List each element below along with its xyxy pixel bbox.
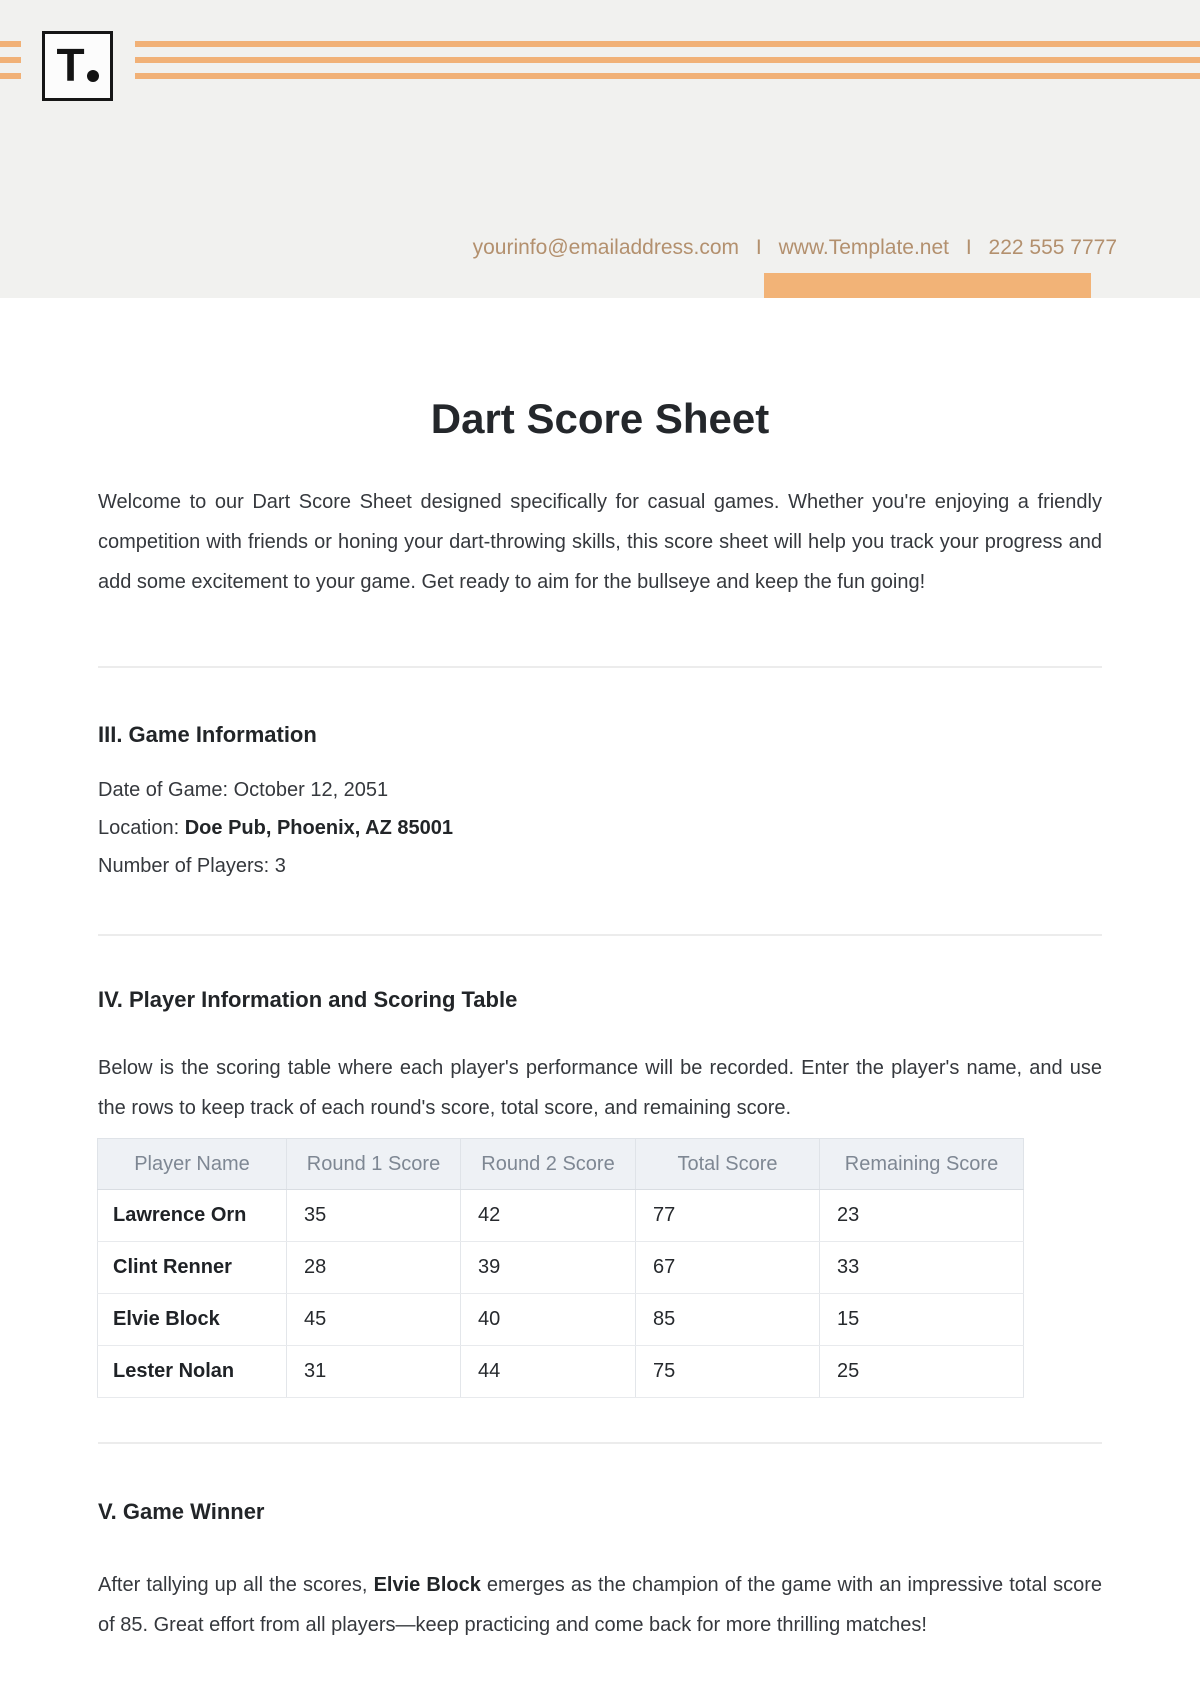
contact-separator: I xyxy=(755,236,762,259)
section-divider xyxy=(98,666,1102,668)
scoring-table xyxy=(97,1138,1024,1398)
accent-bar xyxy=(764,273,1091,298)
remaining-score-cell: 33 xyxy=(820,1242,1024,1294)
scoring-section-heading: IV. Player Information and Scoring Table xyxy=(98,987,518,1012)
winner-paragraph xyxy=(98,1565,1102,1645)
total-score-cell: 85 xyxy=(636,1294,820,1346)
contact-website: www.Template.net xyxy=(778,236,949,259)
round2-score-cell: 44 xyxy=(461,1346,636,1398)
total-score-cell: 77 xyxy=(636,1190,820,1242)
total-score-cell: 67 xyxy=(636,1242,820,1294)
winner-section-heading: V. Game Winner xyxy=(98,1499,265,1524)
winner-text-before: After tallying up all the scores, xyxy=(98,1574,374,1596)
letterhead xyxy=(0,0,1200,298)
table-row xyxy=(98,1190,1024,1242)
round1-score-cell: 31 xyxy=(287,1346,461,1398)
decorative-line-right xyxy=(135,57,1200,63)
number-of-players-line xyxy=(98,847,453,885)
table-row xyxy=(98,1294,1024,1346)
section-divider xyxy=(98,1442,1102,1444)
remaining-score-cell: 23 xyxy=(820,1190,1024,1242)
intro-paragraph: Welcome to our Dart Score Sheet designed specifically for casual games. Whether you're enjoying a friendly competition with friends or honing your dart-throwing skills, this score sheet will help you track your progress and add some excitement to your game. Get ready to aim for the bullseye and keep the fun going! xyxy=(98,491,1102,593)
number-of-players-label: Number of Players: xyxy=(98,855,275,877)
contact-phone: 222 555 7777 xyxy=(988,236,1117,259)
location-line xyxy=(98,809,453,847)
table-row xyxy=(98,1346,1024,1398)
round2-score-cell: 39 xyxy=(461,1242,636,1294)
column-header-round1-score: Round 1 Score xyxy=(287,1139,461,1190)
decorative-line-right xyxy=(135,73,1200,79)
round1-score-cell: 28 xyxy=(287,1242,461,1294)
contact-separator: I xyxy=(965,236,972,259)
game-information-heading: III. Game Information xyxy=(98,722,317,747)
logo-letter: T xyxy=(56,39,85,92)
column-header-round2-score: Round 2 Score xyxy=(461,1139,636,1190)
player-name-cell: Elvie Block xyxy=(98,1294,287,1346)
round1-score-cell: 45 xyxy=(287,1294,461,1346)
decorative-line-right xyxy=(135,41,1200,47)
location-label: Location: xyxy=(98,817,185,839)
section-divider xyxy=(98,934,1102,936)
contact-email: yourinfo@emailaddress.com xyxy=(472,236,740,259)
decorative-line-left xyxy=(0,73,21,79)
total-score-cell: 75 xyxy=(636,1346,820,1398)
date-of-game-value: October 12, 2051 xyxy=(233,779,389,801)
round1-score-cell: 35 xyxy=(287,1190,461,1242)
logo-dot-icon xyxy=(87,70,99,82)
player-name-cell: Lawrence Orn xyxy=(98,1190,287,1242)
winner-text-after: emerges as the champion of the game with an impressive total score of 85. Great effort from all players—keep practicing and come back for more thrilling matches! xyxy=(98,1574,1103,1636)
remaining-score-cell: 15 xyxy=(820,1294,1024,1346)
number-of-players-value: 3 xyxy=(274,855,286,877)
brand-logo-mark xyxy=(56,39,98,92)
player-name-cell: Lester Nolan xyxy=(98,1346,287,1398)
winner-name: Elvie Block xyxy=(373,1574,481,1596)
location-value: Doe Pub, Phoenix, AZ 85001 xyxy=(184,817,453,839)
table-header-row xyxy=(98,1139,1024,1190)
table-row xyxy=(98,1242,1024,1294)
date-of-game-line xyxy=(98,771,453,809)
round2-score-cell: 42 xyxy=(461,1190,636,1242)
column-header-player-name: Player Name xyxy=(98,1139,287,1190)
round2-score-cell: 40 xyxy=(461,1294,636,1346)
column-header-remaining-score: Remaining Score xyxy=(820,1139,1024,1190)
remaining-score-cell: 25 xyxy=(820,1346,1024,1398)
game-information-list xyxy=(98,771,453,885)
brand-logo xyxy=(42,31,113,101)
decorative-line-left xyxy=(0,41,21,47)
page-title: Dart Score Sheet xyxy=(430,395,770,442)
decorative-line-left xyxy=(0,57,21,63)
date-of-game-label: Date of Game: xyxy=(98,779,234,801)
column-header-total-score: Total Score xyxy=(636,1139,820,1190)
scoring-description: Below is the scoring table where each player's performance will be recorded. Enter the player's name, and use the rows to keep track of each round's score, total score, and remaining score. xyxy=(98,1057,1102,1119)
contact-line xyxy=(473,236,1117,260)
player-name-cell: Clint Renner xyxy=(98,1242,287,1294)
